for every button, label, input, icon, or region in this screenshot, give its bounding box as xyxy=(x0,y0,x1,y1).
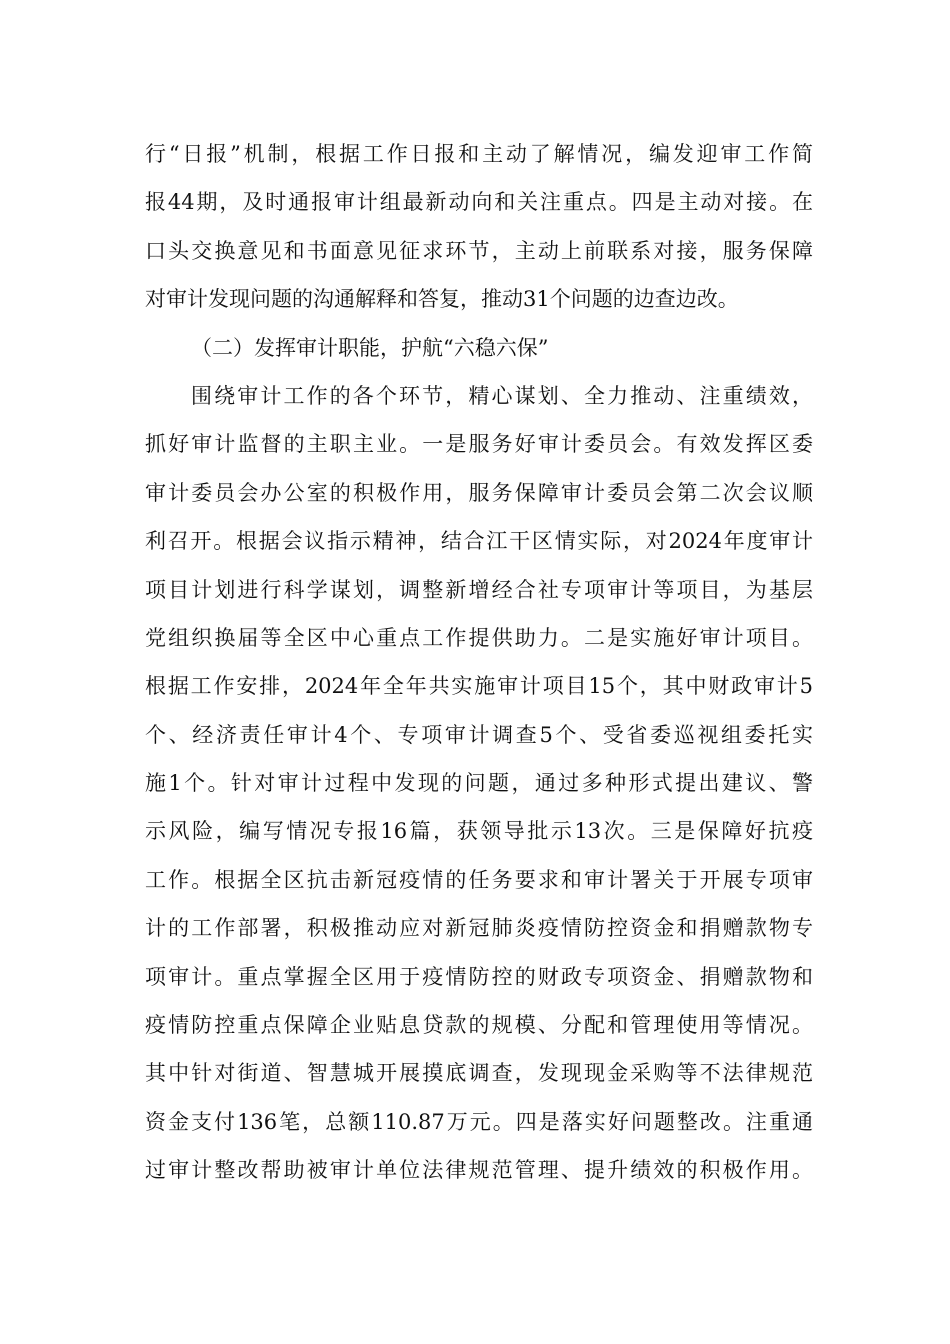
text-line: 利召开。根据会议指示精神，结合江干区情实际，对2024年度审计 xyxy=(145,529,813,554)
text-line: 行“日报”机制，根据工作日报和主动了解情况，编发迎审工作简 xyxy=(145,142,813,166)
document-body xyxy=(145,130,813,1195)
paragraph-1 xyxy=(145,130,813,324)
text-line: 项目计划进行科学谋划，调整新增经合社专项审计等项目，为基层 xyxy=(145,577,813,602)
text-line: 口头交换意见和书面意见征求环节，主动上前联系对接，服务保障 xyxy=(145,238,813,263)
text-line: 施1个。针对审计过程中发现的问题，通过多种形式提出建议、警 xyxy=(145,771,813,796)
text-line: 过审计整改帮助被审计单位法律规范管理、提升绩效的积极作用。 xyxy=(145,1158,813,1183)
text-line: 个、经济责任审计4个、专项审计调查5个、受省委巡视组委托实 xyxy=(145,722,813,747)
text-line: 对审计发现问题的沟通解释和答复，推动31个问题的边查边改。 xyxy=(145,287,739,312)
text-line: 示风险，编写情况专报16篇，获领导批示13次。三是保障好抗疫 xyxy=(145,819,813,844)
text-line: 抓好审计监督的主职主业。一是服务好审计委员会。有效发挥区委 xyxy=(145,432,813,457)
text-line: 其中针对街道、智慧城开展摸底调查，发现现金采购等不法律规范 xyxy=(145,1061,813,1086)
text-line: 根据工作安排，2024年全年共实施审计项目15个，其中财政审计5 xyxy=(145,674,813,699)
text-line: 报44期，及时通报审计组最新动向和关注重点。四是主动对接。在 xyxy=(145,190,813,215)
paragraph-2 xyxy=(145,372,813,1195)
text-line: 疫情防控重点保障企业贴息贷款的规模、分配和管理使用等情况。 xyxy=(145,1013,813,1038)
text-line: 计的工作部署，积极推动应对新冠肺炎疫情防控资金和捐赠款物专 xyxy=(145,916,813,941)
text-line: 围绕审计工作的各个环节，精心谋划、全力推动、注重绩效， xyxy=(191,383,813,408)
section-heading xyxy=(145,324,813,372)
text-line: 工作。根据全区抗击新冠疫情的任务要求和审计署关于开展专项审 xyxy=(145,867,813,892)
text-line: 审计委员会办公室的积极作用，服务保障审计委员会第二次会议顺 xyxy=(145,480,813,505)
text-line: 资金支付136笔，总额110.87万元。四是落实好问题整改。注重通 xyxy=(145,1109,813,1134)
text-line: 党组织换届等全区中心重点工作提供助力。二是实施好审计项目。 xyxy=(145,625,813,650)
section-heading-text: （二）发挥审计职能，护航“六稳六保” xyxy=(191,335,549,360)
text-line: 项审计。重点掌握全区用于疫情防控的财政专项资金、捐赠款物和 xyxy=(145,964,813,989)
